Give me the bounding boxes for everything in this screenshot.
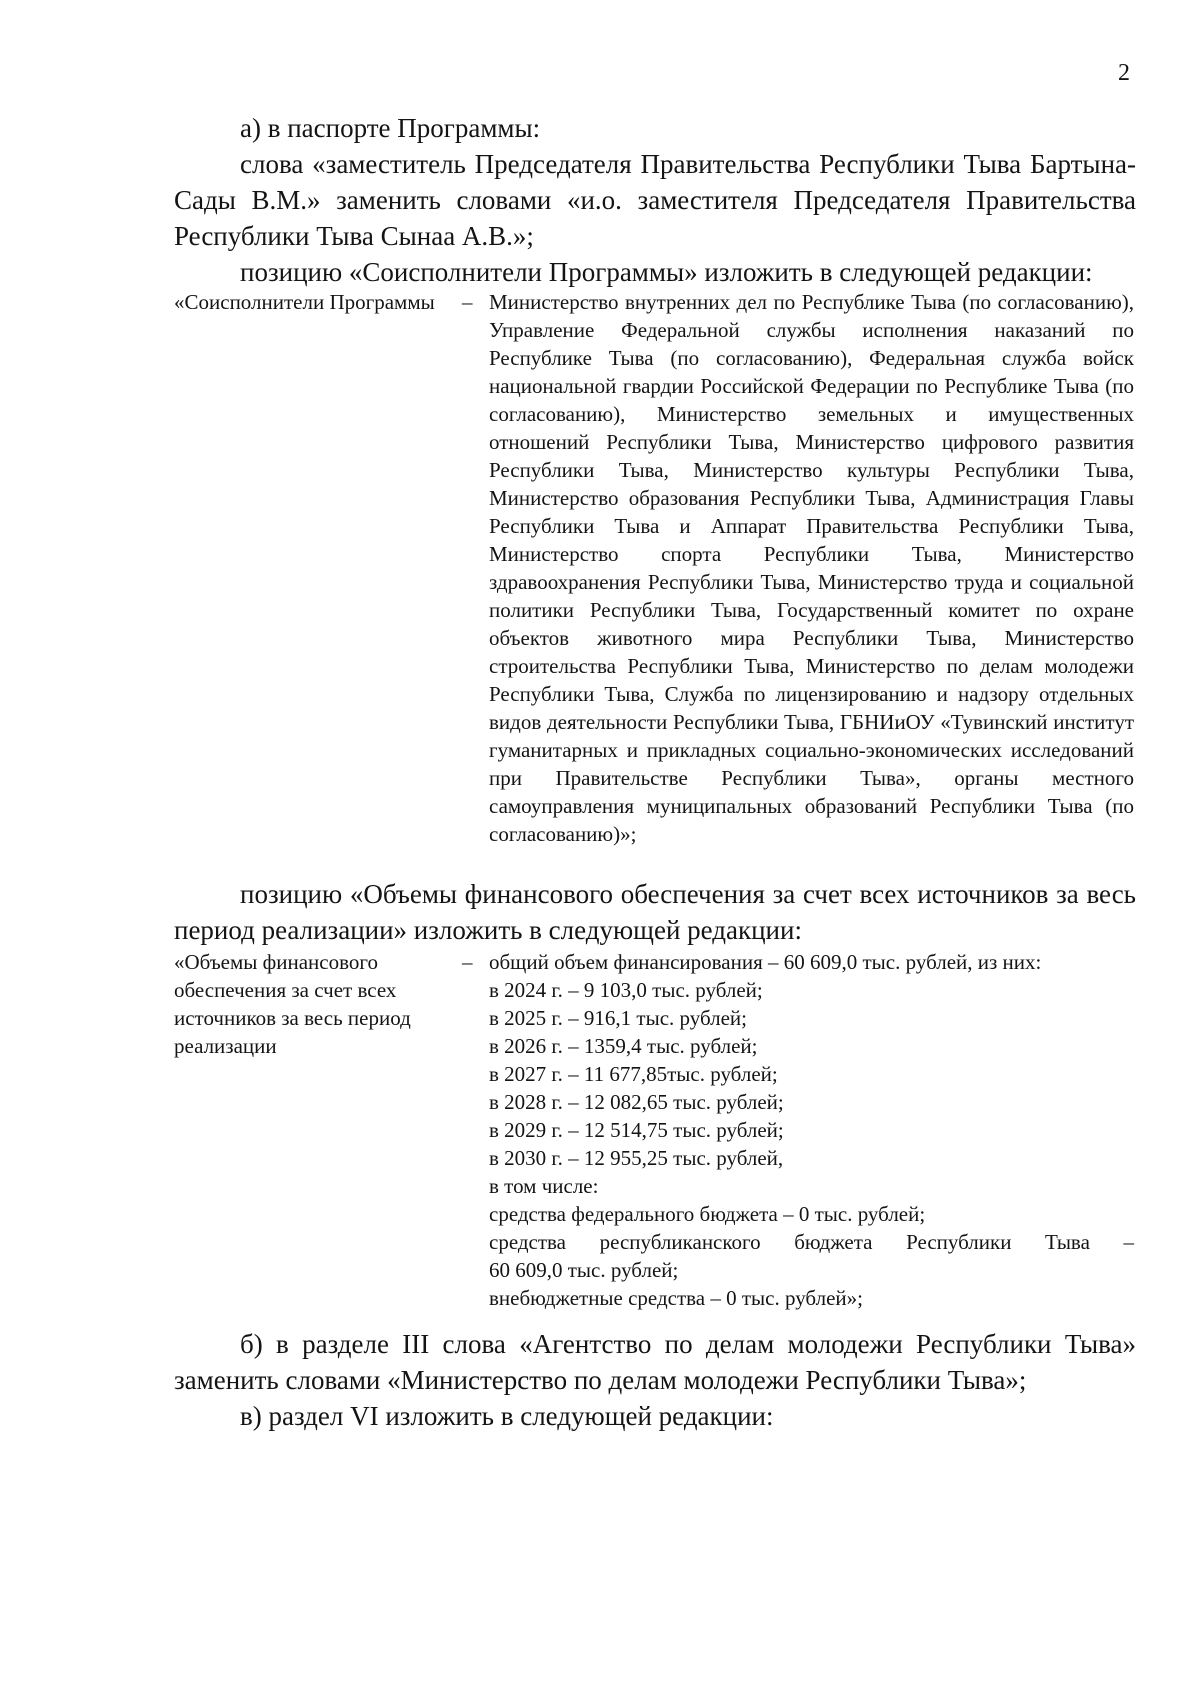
finance-intro-text: позицию «Объемы финансового обеспечения за счет всех источников за весь период реализации» изложить в следующей редакции: [174,879,1136,945]
finance-dash: – [462,950,473,974]
finance-line: в 2024 г. – 9 103,0 тыс. рублей; [489,978,763,1002]
finance-line: средства федерального бюджета – 0 тыс. рублей; [489,1202,926,1226]
finance-row [174,948,1136,1310]
finance-line: в 2030 г. – 12 955,25 тыс. рублей, [489,1146,784,1170]
intro-paragraph [174,110,1136,146]
finance-line: средства республиканского бюджета Республики Тыва – [489,1230,1134,1254]
section-b-text: б) в разделе III слова «Агентство по делам молодежи Республики Тыва» заменить словами «Министерство по делам молодежи Республики Тыва»; [174,1329,1136,1395]
coexecutors-dash: – [462,290,473,314]
finance-line: в 2029 г. – 12 514,75 тыс. рублей; [489,1118,784,1142]
finance-line: в 2027 г. – 11 677,85тыс. рублей; [489,1062,778,1086]
finance-line: общий объем финансирования – 60 609,0 тыс. рублей, из них: [489,950,1042,974]
finance-label: «Объемы финансового обеспечения за счет всех источников за весь период реализации [174,950,411,1058]
coexecutors-label: «Соисполнители Программы [174,290,435,314]
intro-text: а) в паспорте Программы: [240,113,541,143]
section-v-text: в) раздел VI изложить в следующей редакции: [240,1401,774,1431]
replace-deputy-text: слова «заместитель Председателя Правительства Республики Тыва Бартына-Сады В.М.» заменить словами «и.о. заместителя Председателя Правительства Республики Тыва Сынаа А.В.»; [174,149,1136,251]
finance-line: 60 609,0 тыс. рублей; [489,1258,679,1282]
page-number: 2 [1118,60,1130,86]
coexecutors-intro-text: позицию «Соисполнители Программы» изложить в следующей редакции: [240,257,1093,287]
finance-line: внебюджетные средства – 0 тыс. рублей»; [489,1286,863,1310]
finance-line: в 2026 г. – 1359,4 тыс. рублей; [489,1034,758,1058]
finance-intro-paragraph [174,876,1136,948]
finance-lines [489,948,1134,1312]
section-b-paragraph [174,1326,1136,1398]
section-v-paragraph [174,1398,1136,1434]
finance-line: в том числе: [489,1174,599,1198]
coexecutors-row [174,288,1136,858]
coexecutors-intro-paragraph [174,254,1136,290]
finance-line: в 2028 г. – 12 082,65 тыс. рублей; [489,1090,784,1114]
replace-deputy-paragraph [174,146,1136,254]
finance-line: в 2025 г. – 916,1 тыс. рублей; [489,1006,747,1030]
coexecutors-text: Министерство внутренних дел по Республике Тыва (по согласованию), Управление Федеральной службы исполнения наказаний по Республике Тыва (по согласованию), Федеральная служба войск национальной гвардии Российской Федерации по Республике Тыва (по согласованию), Министерство земельных и имущественных отношений Республики Тыва, Министерство цифрового развития Республики Тыва, Министерство культуры Республики Тыва, Министерство образования Республики Тыва, Администрация Главы Республики Тыва и Аппарат Правительства Республики Тыва, Министерство спорта Республики Тыва, Министерство здравоохранения Республики Тыва, Министерство труда и социальной политики Республики Тыва, Государственный комитет по охране объектов животного мира Республики Тыва, Министерство строительства Республики Тыва, Министерство по делам молодежи Республики Тыва, Служба по лицензированию и надзору отдельных видов деятельности Республики Тыва, ГБНИиОУ «Тувинский институт гуманитарных и прикладных социально-экономических исследований при Правительстве Республики Тыва», органы местного самоуправления муниципальных образований Республики Тыва (по согласованию)»; [489,290,1134,846]
